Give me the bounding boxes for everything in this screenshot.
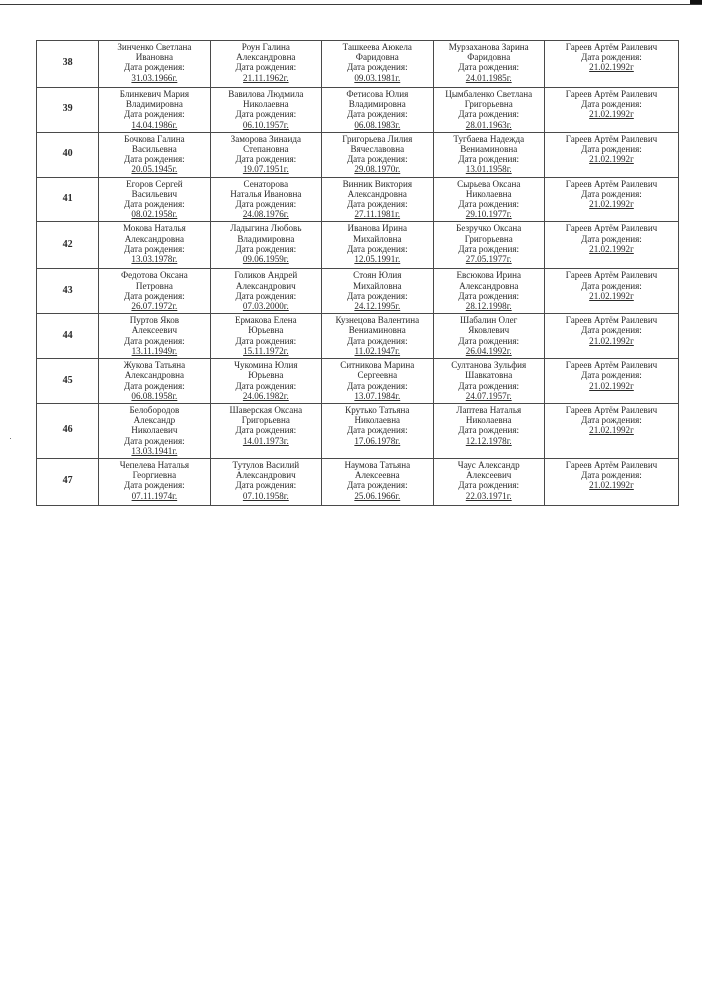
birth-date: 17.06.1978г. (354, 435, 401, 446)
person-cell (99, 88, 210, 133)
person-name-line: Васильевна (131, 144, 177, 155)
person-name-line: Голиков Андрей (234, 270, 298, 281)
person-cell (210, 41, 321, 88)
person-name-line: Белобородов (129, 405, 180, 416)
birth-date-label: Дата рождения: (124, 380, 185, 391)
birth-date: 12.05.1991г. (354, 254, 401, 265)
birth-date: 21.02.1992г (589, 243, 634, 254)
birth-date-label: Дата рождения: (235, 243, 297, 254)
person-name-line: Пуртов Яков (129, 315, 180, 326)
birth-date-label: Дата рождения: (581, 470, 642, 481)
birth-date: 09.03.1981г. (354, 72, 401, 83)
person-name-line: Лаптева Наталья (456, 405, 522, 416)
birth-date: 21.02.1992г (589, 425, 634, 436)
person-name-line: Гареев Артём Раилевич (565, 133, 658, 144)
birth-date-label: Дата рождения: (458, 335, 520, 346)
birth-date-label: Дата рождения: (124, 199, 185, 210)
birth-date-label: Дата рождения: (458, 290, 520, 301)
person-name-line: Михайловна (353, 233, 402, 244)
person-name-line: Фаридовна (355, 52, 399, 63)
birth-date-label: Дата рождения: (458, 425, 520, 436)
birth-date-label: Дата рождения: (346, 109, 408, 120)
person-name-line: Шабалин Олег (460, 315, 518, 326)
person-cell (210, 222, 321, 269)
birth-date: 07.03.2000г. (242, 301, 289, 312)
person-cell (210, 132, 321, 177)
person-name-line: Николаевна (465, 188, 512, 199)
person-cell (322, 222, 433, 269)
birth-date-label: Дата рождения: (124, 243, 185, 254)
person-cell (210, 177, 321, 222)
person-cell (544, 269, 678, 314)
person-cell (322, 314, 433, 359)
person-name-line: Александр (133, 415, 176, 426)
birth-date: 21.02.1992г (589, 62, 634, 73)
birth-date-label: Дата рождения: (235, 154, 297, 165)
person-name-line: Михайловна (353, 280, 402, 291)
birth-date-label: Дата рождения: (581, 144, 642, 155)
row-number: 39 (37, 88, 99, 133)
person-cell (210, 269, 321, 314)
birth-date-label: Дата рождения: (581, 415, 642, 426)
birth-date: 13.07.1984г. (354, 390, 401, 401)
person-name-line: Сергеевна (357, 370, 398, 381)
person-cell (544, 177, 678, 222)
person-name-line: Тутулов Василий (232, 460, 300, 471)
birth-date: 25.06.1966г. (354, 490, 401, 501)
person-name-line: Гареев Артём Раилевич (565, 178, 658, 189)
person-cell (544, 41, 678, 88)
person-name-line: Чаус Александр (457, 460, 520, 471)
person-name-line: Степановна (243, 144, 289, 155)
person-name-line: Александрович (235, 470, 296, 481)
person-cell (99, 132, 210, 177)
person-name-line: Александровна (124, 233, 185, 244)
person-name-line: Чепелева Наталья (119, 460, 190, 471)
table-row (37, 404, 679, 459)
person-name-line: Николаевна (354, 415, 401, 426)
birth-date-label: Дата рождения: (124, 480, 185, 491)
scan-top-line (0, 4, 702, 5)
person-name-line: Ташкеева Аюкела (342, 42, 412, 52)
person-cell (433, 41, 544, 88)
birth-date-label: Дата рождения: (124, 435, 185, 446)
birth-date-label: Дата рождения: (124, 109, 185, 120)
person-name-line: Зинченко Светлана (117, 42, 192, 52)
birth-date: 21.02.1992г (589, 199, 634, 210)
birth-date-label: Дата рождения: (346, 243, 408, 254)
row-number: 42 (37, 222, 99, 269)
row-number: 43 (37, 269, 99, 314)
person-name-line: Винник Виктория (342, 178, 413, 189)
person-name-line: Григорьевна (241, 415, 290, 426)
table-row (37, 177, 679, 222)
birth-date-label: Дата рождения: (346, 290, 408, 301)
person-cell (544, 404, 678, 459)
birth-date-label: Дата рождения: (581, 370, 642, 381)
birth-date-label: Дата рождения: (458, 199, 520, 210)
person-cell (322, 459, 433, 506)
birth-date-label: Дата рождения: (581, 52, 642, 63)
person-cell (99, 222, 210, 269)
person-name-line: Александровна (347, 188, 407, 199)
person-cell (210, 404, 321, 459)
person-name-line: Шаверская Оксана (229, 405, 303, 416)
person-cell (433, 177, 544, 222)
person-cell (210, 359, 321, 404)
person-cell (99, 41, 210, 88)
scan-speck (10, 438, 11, 439)
person-name-line: Алексеевич (466, 470, 512, 481)
birth-date-label: Дата рождения: (458, 380, 520, 391)
person-name-line: Ермакова Елена (234, 315, 297, 326)
birth-date: 07.11.1974г. (131, 490, 178, 501)
person-cell (544, 88, 678, 133)
person-name-line: Александровна (124, 370, 185, 381)
birth-date-label: Дата рождения: (581, 325, 642, 336)
person-cell (99, 314, 210, 359)
birth-date: 24.06.1982г. (242, 390, 289, 401)
person-name-line: Фаридовна (467, 52, 511, 63)
birth-date-label: Дата рождения: (346, 62, 408, 73)
person-name-line: Васильевич (131, 188, 178, 199)
row-number: 40 (37, 132, 99, 177)
birth-date: 21.02.1992г (589, 154, 634, 165)
birth-date: 22.03.1971г. (465, 490, 512, 501)
birth-date-label: Дата рождения: (235, 109, 297, 120)
person-cell (210, 459, 321, 506)
person-name-line: Сенаторова (243, 178, 289, 189)
birth-date-label: Дата рождения: (346, 480, 408, 491)
person-name-line: Вениаминовна (348, 325, 406, 336)
table-row (37, 269, 679, 314)
person-name-line: Жукова Татьяна (123, 360, 186, 371)
person-name-line: Сырьева Оксана (457, 178, 521, 189)
person-cell (322, 88, 433, 133)
person-name-line: Гареев Артём Раилевич (565, 89, 658, 99)
person-name-line: Ситникова Марина (340, 360, 415, 371)
person-name-line: Владимировна (348, 99, 406, 110)
row-number: 44 (37, 314, 99, 359)
person-name-line: Юрьевна (248, 325, 284, 336)
person-name-line: Чукомина Юлия (234, 360, 298, 371)
person-name-line: Федотова Оксана (120, 270, 188, 281)
birth-date-label: Дата рождения: (458, 109, 520, 120)
person-name-line: Алексеевна (354, 470, 400, 481)
person-name-line: Крутько Татьяна (345, 405, 410, 416)
birth-date: 20.05.1945г. (131, 164, 178, 175)
person-cell (544, 459, 678, 506)
table-row (37, 459, 679, 506)
person-name-line: Александрович (235, 280, 296, 291)
person-name-line: Тугбаева Надежда (453, 133, 525, 144)
birth-date: 26.04.1992г. (465, 345, 512, 356)
birth-date-label: Дата рождения: (458, 243, 520, 254)
person-name-line: Наумова Татьяна (344, 460, 411, 471)
birth-date-label: Дата рождения: (124, 62, 185, 73)
birth-date-label: Дата рождения: (581, 99, 642, 110)
person-cell (544, 314, 678, 359)
person-cell (322, 132, 433, 177)
person-name-line: Евсюкова Ирина (456, 270, 521, 281)
table-row (37, 41, 679, 88)
person-name-line: Заморова Зинаида (230, 133, 301, 144)
person-cell (544, 359, 678, 404)
birth-date-label: Дата рождения: (458, 154, 520, 165)
birth-date: 06.08.1983г. (354, 119, 401, 130)
birth-date-label: Дата рождения: (235, 290, 297, 301)
birth-date: 07.10.1958г. (242, 490, 289, 501)
person-cell (99, 269, 210, 314)
birth-date: 24.01.1985г. (465, 72, 512, 83)
person-cell (322, 404, 433, 459)
birth-date: 24.08.1976г. (242, 209, 289, 220)
person-name-line: Роун Галина (241, 42, 290, 52)
birth-date: 28.12.1998г. (465, 301, 512, 312)
birth-date-label: Дата рождения: (235, 62, 297, 73)
person-name-line: Вячеславовна (350, 144, 405, 155)
person-cell (433, 132, 544, 177)
person-cell (322, 359, 433, 404)
scan-edge-mark (0, 0, 702, 8)
person-cell (99, 459, 210, 506)
birth-date: 29.08.1970г. (354, 164, 401, 175)
birth-date-label: Дата рождения: (346, 425, 408, 436)
table-row (37, 314, 679, 359)
table-row (37, 132, 679, 177)
person-name-line: Николаевич (131, 425, 178, 436)
person-name-line: Владимировна (237, 233, 295, 244)
person-name-line: Гареев Артём Раилевич (565, 360, 658, 371)
row-number: 46 (37, 404, 99, 459)
person-name-line: Шавкатовна (465, 370, 513, 381)
person-name-line: Кузнецова Валентина (335, 315, 420, 326)
person-name-line: Георгиевна (132, 470, 177, 481)
person-cell (433, 88, 544, 133)
birth-date-label: Дата рождения: (346, 335, 408, 346)
person-name-line: Гареев Артём Раилевич (565, 223, 658, 234)
birth-date: 15.11.1972г. (243, 345, 289, 356)
person-name-line: Гареев Артём Раилевич (565, 315, 658, 326)
person-name-line: Ивановна (135, 52, 174, 63)
birth-date-label: Дата рождения: (346, 380, 408, 391)
birth-date: 06.10.1957г. (242, 119, 289, 130)
birth-date-label: Дата рождения: (346, 154, 408, 165)
birth-date-label: Дата рождения: (124, 290, 185, 301)
person-name-line: Гареев Артём Раилевич (565, 405, 658, 416)
person-name-line: Алексеевич (131, 325, 178, 336)
birth-date: 13.03.1978г. (131, 254, 178, 265)
person-name-line: Стоян Юлия (353, 270, 402, 281)
person-name-line: Иванова Ирина (347, 223, 408, 234)
birth-date: 06.08.1958г. (131, 390, 178, 401)
birth-date-label: Дата рождения: (124, 154, 185, 165)
person-cell (322, 41, 433, 88)
birth-date-label: Дата рождения: (235, 199, 297, 210)
person-name-line: Фетисова Юлия (346, 89, 409, 99)
birth-date-label: Дата рождения: (124, 335, 185, 346)
birth-date: 21.02.1992г (589, 480, 634, 491)
row-number: 47 (37, 459, 99, 506)
birth-date-label: Дата рождения: (458, 480, 520, 491)
person-name-line: Ладыгина Любовь (230, 223, 302, 234)
candidates-table-body (37, 41, 679, 506)
person-cell (433, 269, 544, 314)
person-name-line: Григорьевна (464, 99, 513, 110)
person-name-line: Мокова Наталья (122, 223, 186, 234)
person-name-line: Егоров Сергей (126, 178, 183, 189)
row-number: 45 (37, 359, 99, 404)
person-name-line: Цымбаленко Светлана (445, 89, 533, 99)
person-cell (433, 222, 544, 269)
person-cell (433, 359, 544, 404)
person-name-line: Мурзаханова Зарина (448, 42, 529, 52)
person-cell (322, 177, 433, 222)
birth-date-label: Дата рождения: (581, 233, 642, 244)
person-cell (322, 269, 433, 314)
person-name-line: Бочкова Галина (124, 133, 185, 144)
birth-date-label: Дата рождения: (458, 62, 520, 73)
birth-date-label: Дата рождения: (581, 188, 642, 199)
birth-date: 27.11.1981г. (354, 209, 401, 220)
person-cell (544, 222, 678, 269)
person-name-line: Николаевна (465, 415, 512, 426)
birth-date: 08.02.1958г. (131, 209, 178, 220)
person-name-line: Григорьева Лилия (342, 133, 413, 144)
birth-date: 26.07.1972г. (131, 301, 178, 312)
birth-date: 31.03.1966г. (131, 72, 178, 83)
birth-date: 24.07.1957г. (465, 390, 512, 401)
birth-date: 28.01.1963г. (465, 119, 512, 130)
birth-date-label: Дата рождения: (346, 199, 408, 210)
birth-date: 13.11.1949г. (131, 345, 178, 356)
birth-date: 13.03.1941г. (131, 445, 178, 456)
table-row (37, 359, 679, 404)
person-cell (433, 459, 544, 506)
person-cell (210, 88, 321, 133)
person-name-line: Султанова Зульфия (451, 360, 527, 371)
person-name-line: Гареев Артём Раилевич (565, 460, 658, 471)
person-name-line: Блинкевич Мария (119, 89, 190, 99)
person-name-line: Гареев Артём Раилевич (565, 270, 658, 281)
birth-date: 11.02.1947г. (354, 345, 401, 356)
person-name-line: Вавилова Людмила (228, 89, 304, 99)
candidates-table (36, 40, 679, 506)
person-cell (433, 314, 544, 359)
birth-date: 27.05.1977г. (465, 254, 512, 265)
birth-date: 14.01.1973г. (242, 435, 289, 446)
person-name-line: Александровна (459, 280, 519, 291)
person-cell (544, 132, 678, 177)
birth-date: 12.12.1978г. (465, 435, 512, 446)
birth-date: 19.07.1951г. (242, 164, 289, 175)
person-name-line: Безручко Оксана (456, 223, 522, 234)
person-cell (99, 359, 210, 404)
person-name-line: Григорьевна (464, 233, 513, 244)
person-name-line: Гареев Артём Раилевич (565, 42, 658, 52)
person-name-line: Наталья Ивановна (230, 188, 302, 199)
person-name-line: Александровна (236, 52, 296, 63)
birth-date-label: Дата рождения: (235, 380, 297, 391)
person-cell (99, 177, 210, 222)
person-name-line: Юрьевна (248, 370, 284, 381)
birth-date: 21.11.1962г. (243, 72, 289, 83)
birth-date: 21.02.1992г (589, 109, 634, 120)
person-cell (99, 404, 210, 459)
birth-date-label: Дата рождения: (235, 335, 297, 346)
person-cell (433, 404, 544, 459)
person-name-line: Николаевна (243, 99, 289, 110)
person-name-line: Петровна (135, 280, 173, 291)
birth-date: 24.12.1995г. (354, 301, 401, 312)
birth-date-label: Дата рождения: (581, 280, 642, 291)
person-name-line: Вениаминовна (460, 144, 518, 155)
table-row (37, 222, 679, 269)
person-name-line: Яковлевич (468, 325, 510, 336)
birth-date: 21.02.1992г (589, 380, 634, 391)
birth-date: 21.02.1992г (589, 335, 634, 346)
table-row (37, 88, 679, 133)
birth-date: 14.04.1986г. (131, 119, 178, 130)
birth-date: 21.02.1992г (589, 290, 634, 301)
row-number: 41 (37, 177, 99, 222)
birth-date-label: Дата рождения: (235, 480, 297, 491)
row-number: 38 (37, 41, 99, 88)
birth-date: 29.10.1977г. (465, 209, 512, 220)
person-cell (210, 314, 321, 359)
person-name-line: Владимировна (125, 99, 183, 110)
birth-date: 09.06.1959г. (242, 254, 289, 265)
birth-date: 13.01.1958г. (465, 164, 512, 175)
birth-date-label: Дата рождения: (235, 425, 297, 436)
